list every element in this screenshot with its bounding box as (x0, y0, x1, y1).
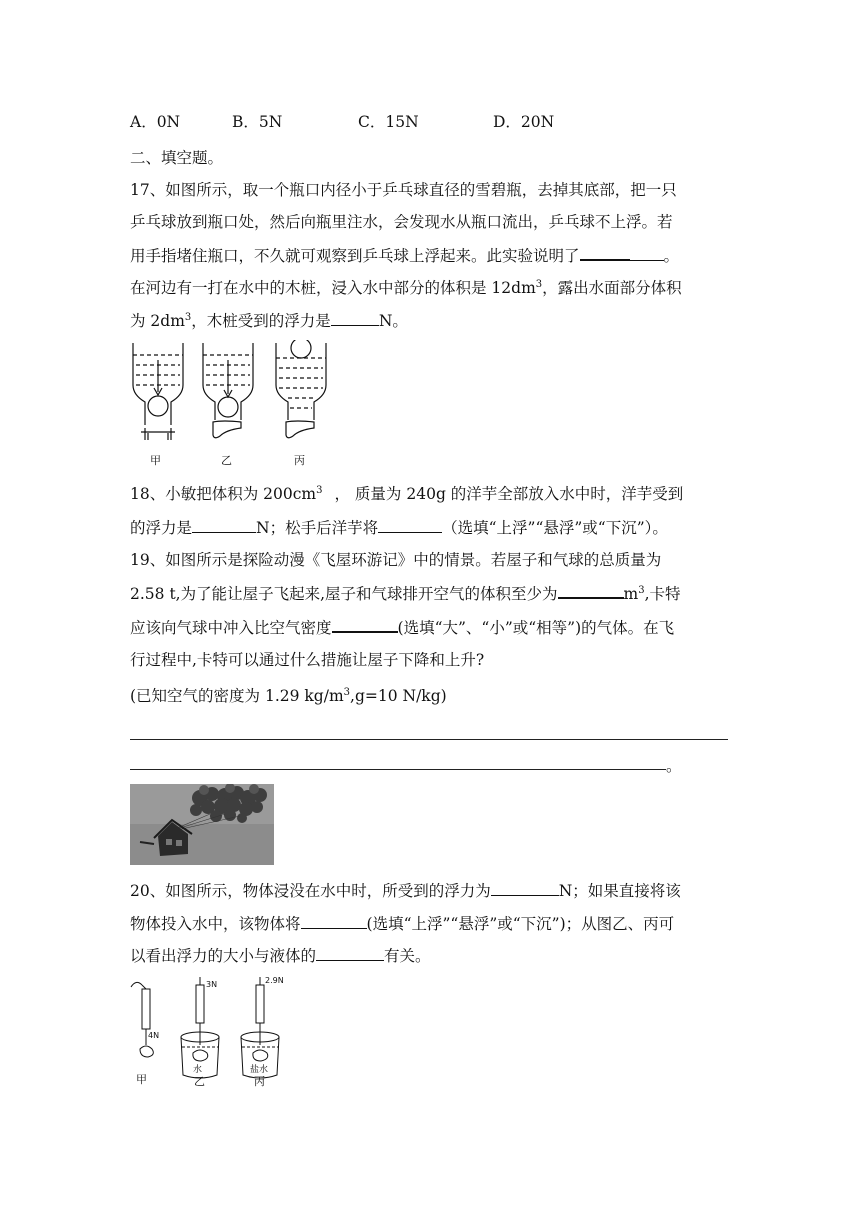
caption-yi: 乙 (194, 1075, 205, 1087)
section-title: 二、填空题。 (130, 149, 224, 167)
option-c: C．15N (358, 113, 419, 131)
q19-line2-c: ,卡特 (644, 585, 681, 603)
q17-line3-text: 用手指堵住瓶口，不久就可观察到乒乓球上浮起来。此实验说明了 (130, 247, 580, 265)
answer-blank[interactable] (332, 617, 398, 633)
spring-scale-figure (128, 975, 288, 1087)
option-b: B．5N (232, 113, 283, 131)
q17-line1: 17、如图所示，取一个瓶口内径小于乒乓球直径的雪碧瓶，去掉其底部，把一只 (130, 181, 677, 199)
q19-line3 (130, 617, 674, 638)
q19-line1: 19、如图所示是探险动漫《飞屋环游记》中的情景。若屋子和气球的总质量为 (130, 551, 662, 569)
reading-yi: 3N (206, 980, 218, 989)
q18-line1-a: 18、小敏把体积为 200cm (130, 485, 317, 503)
q17-line4-b: ，露出水面部分体积 (542, 279, 682, 297)
q16-options (130, 112, 554, 132)
q19-line5-a: (已知空气的密度为 1.29 kg/m (130, 687, 344, 705)
answer-blank[interactable] (301, 914, 367, 929)
caption-jia: 甲 (136, 1073, 147, 1086)
q17-line3-end: 。 (663, 247, 680, 265)
q18-line2-b: N；松手后洋芋将 (256, 519, 379, 537)
q20-line1-b: N；如果直接将该 (558, 882, 681, 900)
q19-line2 (130, 583, 681, 604)
exponent: 3 (638, 584, 645, 596)
exponent: 3 (184, 311, 192, 323)
answer-blank[interactable] (378, 518, 442, 533)
q20-line3-a: 以看出浮力的大小与液体的 (130, 947, 317, 965)
liquid-water-label: 水 (193, 1065, 203, 1075)
q19-line2-a: 2.58 t,为了能让屋子飞起来,屋子和气球排开空气的体积至少为 (130, 585, 558, 603)
liquid-saltwater-label: 盐水 (250, 1065, 269, 1075)
q17-line4-a: 在河边有一打在水中的木桩，浸入水中部分的体积是 12dm (130, 279, 536, 297)
q17-line5 (130, 311, 408, 331)
answer-blank[interactable] (331, 311, 379, 326)
reading-jia: 4N (148, 1031, 160, 1040)
q17-line5-a: 为 2dm (130, 312, 185, 330)
bottle-figure (128, 340, 328, 475)
q19-line5-b: ,g=10 N/kg) (350, 687, 447, 705)
q20-line2-a: 物体投入水中，该物体将 (130, 915, 301, 933)
q20-line3 (130, 946, 431, 966)
q17-line3 (130, 245, 679, 266)
reading-bing: 2.9N (265, 976, 284, 985)
answer-blank[interactable] (630, 246, 664, 261)
q18-line1 (130, 484, 683, 504)
q19-line2-b: m (623, 585, 639, 603)
answer-blank[interactable] (192, 518, 256, 533)
answer-blank[interactable] (491, 881, 559, 896)
q17-line2: 乒乓球放到瓶口处，然后向瓶里注水，会发现水从瓶口流出，乒乓球不上浮。若 (130, 213, 673, 231)
q17-line5-c: N。 (378, 312, 408, 330)
answer-line[interactable] (130, 769, 666, 770)
caption-bing: 丙 (294, 454, 305, 467)
q20-line2-b: (选填“上浮”“悬浮”或“下沉”)；从图乙、丙可 (366, 915, 675, 933)
caption-yi: 乙 (221, 454, 232, 467)
q19-end: 。 (666, 757, 682, 775)
flying-house-image (130, 784, 274, 865)
q20-line2 (130, 914, 674, 934)
q19-line4: 行过程中,卡特可以通过什么措施让屋子下降和上升? (130, 651, 485, 669)
exponent: 3 (535, 278, 543, 290)
q19-line3-a: 应该向气球中冲入比空气密度 (130, 619, 332, 637)
answer-blank[interactable] (580, 245, 630, 261)
exponent: 3 (316, 484, 323, 496)
q18-line2 (130, 518, 668, 538)
option-a: A．0N (130, 113, 181, 131)
q18-line1-b: ， 质量为 240g 的洋芋全部放入水中时，洋芋受到 (334, 485, 684, 503)
option-d: D．20N (493, 113, 555, 131)
q17-line5-b: ，木桩受到的浮力是 (191, 312, 331, 330)
q18-line2-c: （选填“上浮”“悬浮”或“下沉”）。 (442, 519, 668, 537)
q20-line3-b: 有关。 (384, 947, 431, 965)
q20-line1-a: 20、如图所示，物体浸没在水中时，所受到的浮力为 (130, 882, 491, 900)
answer-blank[interactable] (558, 583, 624, 599)
caption-bing: 丙 (254, 1075, 265, 1087)
q20-line1 (130, 881, 681, 901)
caption-jia: 甲 (150, 454, 161, 467)
q19-line5 (130, 686, 447, 706)
q17-line4 (130, 278, 682, 298)
answer-blank[interactable] (316, 946, 384, 961)
q19-line3-b: (选填“大”、“小”或“相等”)的气体。在飞 (397, 619, 675, 637)
q18-line2-a: 的浮力是 (130, 519, 193, 537)
answer-line[interactable] (130, 739, 728, 740)
exponent: 3 (343, 686, 351, 698)
